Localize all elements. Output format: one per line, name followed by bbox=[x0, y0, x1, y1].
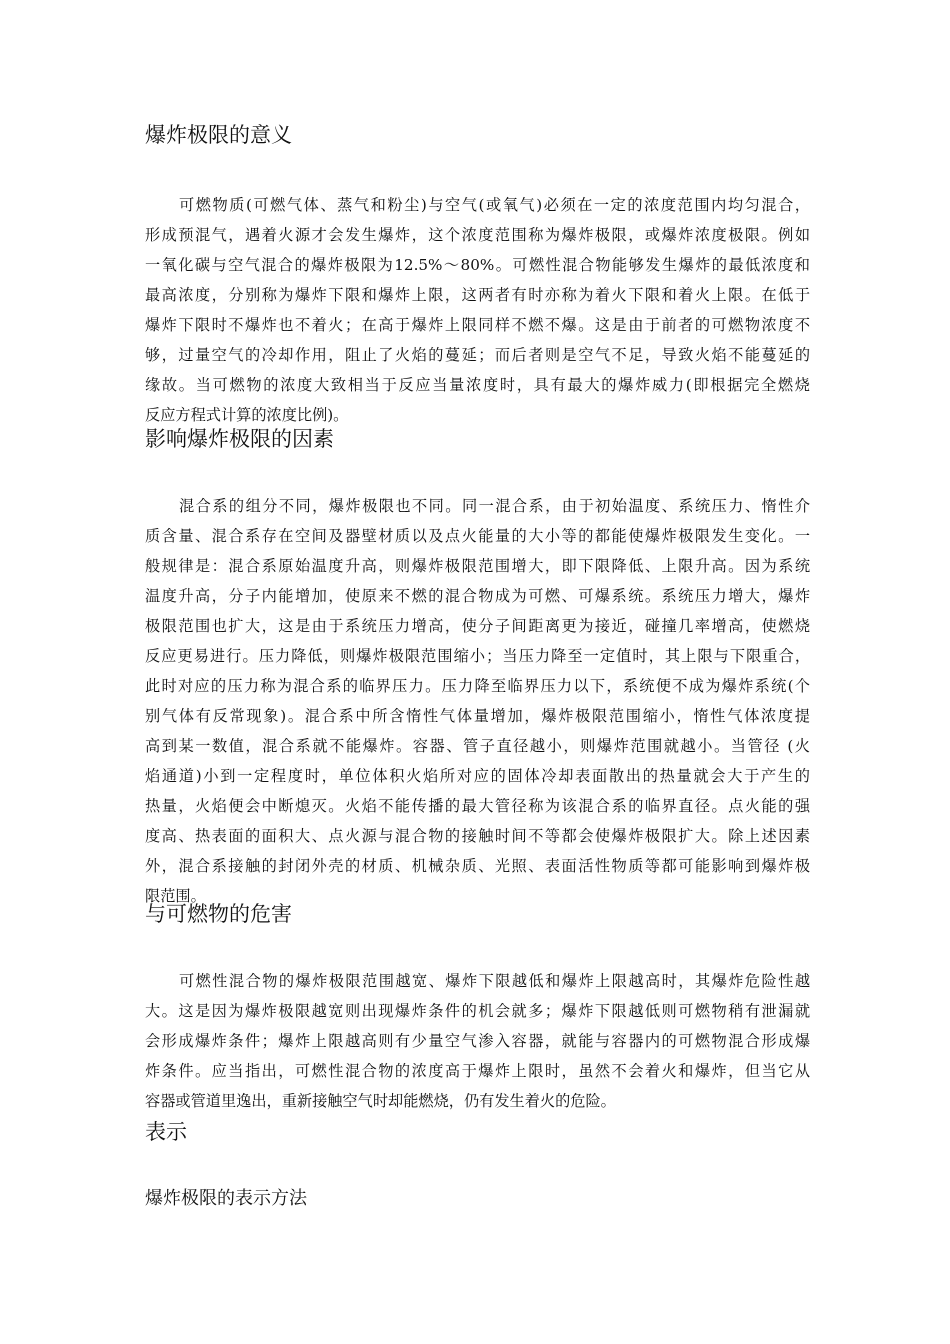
section-paragraph-meaning bbox=[145, 190, 810, 430]
section-heading-factors: 影响爆炸极限的因素 bbox=[145, 427, 334, 451]
paragraph-line: 度高、热表面的面积大、点火源与混合物的接触时间不等都会使爆炸极限扩大。除上述因素 bbox=[145, 827, 810, 845]
section-heading-hazards: 与可燃物的危害 bbox=[145, 902, 292, 926]
section-paragraph-factors bbox=[145, 491, 810, 911]
paragraph-line: 焰通道)小到一定程度时，单位体积火焰所对应的固体冷却表面散出的热量就会大于产生的 bbox=[145, 767, 810, 785]
paragraph-line: 可燃性混合物的爆炸极限范围越宽、爆炸下限越低和爆炸上限越高时，其爆炸危险性越 bbox=[179, 972, 810, 990]
paragraph-line: 够，过量空气的冷却作用，阻止了火焰的蔓延；而后者则是空气不足，导致火焰不能蔓延的 bbox=[145, 346, 810, 364]
paragraph-line: 高到某一数值，混合系就不能爆炸。容器、管子直径越小，则爆炸范围就越小。当管径 (火 bbox=[145, 737, 810, 755]
paragraph-line: 可燃物质(可燃气体、蒸气和粉尘)与空气(或氧气)必须在一定的浓度范围内均匀混合， bbox=[179, 196, 810, 214]
paragraph-line: 温度升高，分子内能增加，使原来不燃的混合物成为可燃、可爆系统。系统压力增大，爆炸 bbox=[145, 587, 810, 605]
paragraph-line: 热量，火焰便会中断熄灭。火焰不能传播的最大管径称为该混合系的临界直径。点火能的强 bbox=[145, 797, 810, 815]
paragraph-line: 大。这是因为爆炸极限越宽则出现爆炸条件的机会就多；爆炸下限越低则可燃物稍有泄漏就 bbox=[145, 1002, 810, 1020]
paragraph-line: 此时对应的压力称为混合系的临界压力。压力降至临界压力以下，系统便不成为爆炸系统(个 bbox=[145, 677, 810, 695]
section-paragraph-hazards bbox=[145, 966, 810, 1116]
paragraph-line: 一氧化碳与空气混合的爆炸极限为12.5%～80%。可燃性混合物能够发生爆炸的最低浓度和 bbox=[145, 256, 810, 274]
paragraph-line: 炸条件。应当指出，可燃性混合物的浓度高于爆炸上限时，虽然不会着火和爆炸，但当它从 bbox=[145, 1062, 810, 1080]
paragraph-line: 缘故。当可燃物的浓度大致相当于反应当量浓度时，具有最大的爆炸威力(即根据完全燃烧 bbox=[145, 376, 810, 394]
paragraph-line: 质含量、混合系存在空间及器壁材质以及点火能量的大小等的都能使爆炸极限发生变化。一 bbox=[145, 527, 810, 545]
paragraph-line: 混合系的组分不同，爆炸极限也不同。同一混合系，由于初始温度、系统压力、惰性介 bbox=[179, 497, 810, 515]
paragraph-line: 反应方程式计算的浓度比例)。 bbox=[145, 406, 349, 424]
paragraph-line: 最高浓度，分别称为爆炸下限和爆炸上限，这两者有时亦称为着火下限和着火上限。在低于 bbox=[145, 286, 810, 304]
paragraph-line: 限范围。 bbox=[145, 887, 206, 905]
paragraph-line: 极限范围也扩大，这是由于系统压力增高，使分子间距离更为接近，碰撞几率增高，使燃烧 bbox=[145, 617, 810, 635]
paragraph-line: 形成预混气，遇着火源才会发生爆炸，这个浓度范围称为爆炸极限，或爆炸浓度极限。例如 bbox=[145, 226, 810, 244]
paragraph-line: 别气体有反常现象)。混合系中所含惰性气体量增加，爆炸极限范围缩小，惰性气体浓度提 bbox=[145, 707, 810, 725]
subheading-representation-method: 爆炸极限的表示方法 bbox=[145, 1188, 307, 1209]
paragraph-line: 般规律是：混合系原始温度升高，则爆炸极限范围增大，即下限降低、上限升高。因为系统 bbox=[145, 557, 810, 575]
paragraph-line: 爆炸下限时不爆炸也不着火；在高于爆炸上限同样不燃不爆。这是由于前者的可燃物浓度不 bbox=[145, 316, 810, 334]
paragraph-line: 会形成爆炸条件；爆炸上限越高则有少量空气渗入容器，就能与容器内的可燃物混合形成爆 bbox=[145, 1032, 810, 1050]
paragraph-line: 外，混合系接触的封闭外壳的材质、机械杂质、光照、表面活性物质等都可能影响到爆炸极 bbox=[145, 857, 810, 875]
paragraph-line: 反应更易进行。压力降低，则爆炸极限范围缩小；当压力降至一定值时，其上限与下限重合， bbox=[145, 647, 810, 665]
paragraph-line: 容器或管道里逸出，重新接触空气时却能燃烧，仍有发生着火的危险。 bbox=[145, 1092, 616, 1110]
section-heading-meaning: 爆炸极限的意义 bbox=[145, 123, 292, 147]
section-heading-representation: 表示 bbox=[145, 1120, 187, 1144]
